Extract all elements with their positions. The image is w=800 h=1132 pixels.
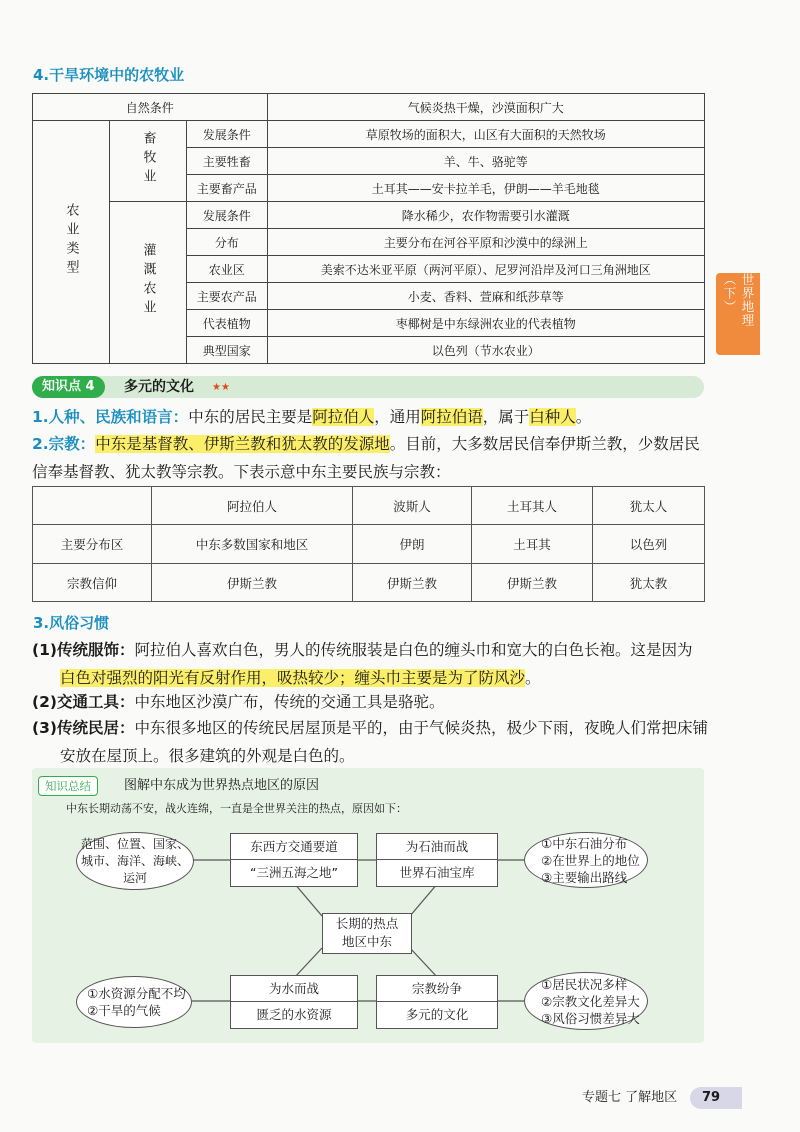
- irrigation-label: [110, 202, 187, 364]
- table2-cell: 土耳其: [472, 525, 593, 564]
- oval-water-line: ①水资源分配不均: [87, 986, 186, 1001]
- oval-oil-reasons: [524, 832, 648, 888]
- group-label-text: 农业类型: [63, 202, 79, 279]
- irrigation-value: 美索不达米亚平原（两河平原）、尼罗河沿岸及河口三角洲地区: [267, 256, 704, 283]
- race-highlight-2: 阿拉伯语: [420, 408, 483, 426]
- herding-value: 羊、牛、骆驼等: [267, 148, 704, 175]
- side-tab-text: 世界地理（下）: [722, 273, 755, 327]
- table2-cell: 伊斯兰教: [353, 564, 472, 602]
- irrigation-value: 主要分布在河谷平原和沙漠中的绿洲上: [267, 229, 704, 256]
- table2-cell: 伊朗: [353, 525, 472, 564]
- race-text-a: 中东的居民主要是: [188, 408, 313, 426]
- customs-title: 3.风俗习惯: [33, 614, 110, 632]
- kp4-stars: ★★: [212, 382, 230, 393]
- line-c-tr: [410, 883, 438, 916]
- section-title: 4.干旱环境中的农牧业: [33, 66, 185, 84]
- paragraph-race: [32, 403, 712, 431]
- clothing-text-a: 阿拉伯人喜欢白色，男人的传统服装是白色的缠头巾和宽大的白色长袍。这是因为: [134, 641, 693, 659]
- herding-label-text: 畜牧业: [140, 131, 156, 188]
- herding-key: 主要畜产品: [187, 175, 268, 202]
- oval-water-reasons: [76, 976, 192, 1028]
- dwelling-num: (3): [32, 719, 57, 737]
- irrigation-key: 主要农产品: [187, 283, 268, 310]
- box2-bottom: 世界石油宝库: [399, 865, 475, 880]
- custom-clothing: [32, 636, 722, 692]
- oval-oil-line: ③主要输出路线: [541, 869, 628, 885]
- kp4-bar: [32, 376, 704, 398]
- oval-culture-line: ①居民状况多样: [541, 976, 628, 992]
- transport-text: 中东地区沙漠广布，传统的交通工具是骆驼。: [134, 693, 445, 711]
- oval-culture-line: ②宗教文化差异大: [541, 993, 640, 1009]
- dwelling-text-b: 安放在屋顶上。很多建筑的外观是白色的。: [60, 747, 355, 765]
- custom-transport: [32, 688, 722, 716]
- race-text-b: ，通用: [374, 408, 421, 426]
- religion-text-a: 。目前，大多数居民信奉伊斯兰教，少数居民: [389, 435, 700, 453]
- irrigation-key: 代表植物: [187, 310, 268, 337]
- transport-label: 交通工具：: [56, 693, 135, 711]
- summary-badge: 知识总结: [38, 776, 98, 796]
- irrigation-key: 分布: [187, 229, 268, 256]
- table2-header: [33, 487, 152, 525]
- religion-text-b: 信奉基督教、犹太教等宗教。下表示意中东主要民族与宗教：: [32, 463, 451, 481]
- center-line: 长期的热点: [335, 916, 399, 931]
- race-highlight-3: 白种人: [529, 408, 576, 426]
- table2-cell: 宗教信仰: [33, 564, 152, 602]
- table2-header: 犹太人: [593, 487, 705, 525]
- center-line: 地区中东: [341, 934, 392, 949]
- herding-key: 发展条件: [187, 121, 268, 148]
- herding-value: 土耳其——安卡拉羊毛，伊朗——羊毛地毯: [267, 175, 704, 202]
- clothing-label: 传统服饰：: [56, 641, 135, 659]
- summary-intro: 中东长期动荡不安，战火连绵，一直是全世界关注的热点，原因如下：: [66, 802, 407, 815]
- footer-chapter: 专题七 了解地区: [582, 1090, 678, 1105]
- irrigation-label-text: 灌溉农业: [140, 243, 156, 319]
- irrigation-key: 典型国家: [187, 337, 268, 364]
- race-label: 1.人种、民族和语言：: [32, 408, 189, 426]
- herding-label: [110, 121, 187, 202]
- table2-header: 阿拉伯人: [152, 487, 353, 525]
- oval-water-line: ②干旱的气候: [87, 1003, 161, 1018]
- page-number: 79: [690, 1087, 742, 1109]
- line-c-bl: [294, 948, 322, 978]
- table2-header: 波斯人: [353, 487, 472, 525]
- side-tab: [716, 273, 760, 355]
- line-c-tl: [294, 883, 322, 916]
- natural-label: 自然条件: [33, 94, 268, 121]
- oval-geography-line: 运河: [122, 870, 147, 885]
- box-oil: [376, 833, 498, 887]
- oval-culture-line: ③风俗习惯差异大: [541, 1010, 640, 1026]
- race-text-d: 。: [575, 408, 592, 426]
- dwelling-label: 传统民居：: [56, 719, 135, 737]
- box2-top: 为石油而战: [377, 834, 497, 860]
- religion-label: 2.宗教：: [32, 435, 96, 453]
- table2-cell: 以色列: [593, 525, 705, 564]
- summary-title: 图解中东成为世界热点地区的原因: [124, 778, 320, 793]
- table2-cell: 犹太教: [593, 564, 705, 602]
- kp4-badge: 知识点 4: [32, 376, 105, 398]
- group-label: [33, 121, 110, 364]
- irrigation-key: 农业区: [187, 256, 268, 283]
- table2-cell: 中东多数国家和地区: [152, 525, 353, 564]
- transport-num: (2): [32, 693, 57, 711]
- box-transport-hub: [230, 833, 358, 887]
- center-box: [322, 913, 412, 954]
- table2-cell: 伊斯兰教: [472, 564, 593, 602]
- box1-bottom: “三洲五海之地”: [250, 865, 338, 880]
- herding-key: 主要牲畜: [187, 148, 268, 175]
- line-c-br: [410, 948, 438, 978]
- box3-top: 为水而战: [231, 976, 357, 1002]
- custom-dwelling: [32, 714, 722, 770]
- box4-top: 宗教纷争: [377, 976, 497, 1002]
- oval-culture-reasons: [524, 972, 648, 1030]
- table2-cell: 主要分布区: [33, 525, 152, 564]
- clothing-num: (1): [32, 641, 57, 659]
- oval-oil-line: ①中东石油分布: [541, 835, 628, 851]
- table2-cell: 伊斯兰教: [152, 564, 353, 602]
- box-water: [230, 975, 358, 1029]
- irrigation-value: 枣椰树是中东绿洲农业的代表植物: [267, 310, 704, 337]
- race-text-c: ，属于: [482, 408, 530, 426]
- clothing-highlight: 白色对强烈的阳光有反射作用，吸热较少；缠头巾主要是为了防风沙: [60, 669, 526, 687]
- natural-value: 气候炎热干燥，沙漠面积广大: [267, 94, 704, 121]
- box-religion: [376, 975, 498, 1029]
- religion-highlight: 中东是基督教、伊斯兰教和犹太教的发源地: [95, 435, 390, 453]
- irrigation-key: 发展条件: [187, 202, 268, 229]
- kp4-title: 多元的文化: [124, 379, 194, 395]
- irrigation-value: 降水稀少，农作物需要引水灌溉: [267, 202, 704, 229]
- summary-panel: [32, 768, 704, 1043]
- herding-value: 草原牧场的面积大，山区有大面积的天然牧场: [267, 121, 704, 148]
- box4-bottom: 多元的文化: [405, 1007, 469, 1022]
- table2-header: 土耳其人: [472, 487, 593, 525]
- oval-geography-line: 城市、海洋、海峡、: [80, 853, 189, 868]
- box3-bottom: 匮乏的水资源: [256, 1007, 332, 1022]
- paragraph-religion: [32, 430, 722, 486]
- race-highlight-1: 阿拉伯人: [312, 408, 375, 426]
- dwelling-text-a: 中东很多地区的传统民居屋顶是平的，由于气候炎热，极少下雨，夜晚人们常把床铺: [134, 719, 708, 737]
- oval-geography: [76, 832, 194, 890]
- oval-geography-line: 范围、位置、国家、: [80, 836, 189, 851]
- clothing-text-b: 。: [525, 669, 541, 687]
- ethnic-religion-table: [32, 486, 705, 602]
- irrigation-value: 小麦、香料、萱麻和纸莎草等: [267, 283, 704, 310]
- agriculture-table: [32, 93, 705, 364]
- oval-oil-line: ②在世界上的地位: [541, 852, 640, 868]
- box1-top: 东西方交通要道: [231, 834, 357, 860]
- irrigation-value: 以色列（节水农业）: [267, 337, 704, 364]
